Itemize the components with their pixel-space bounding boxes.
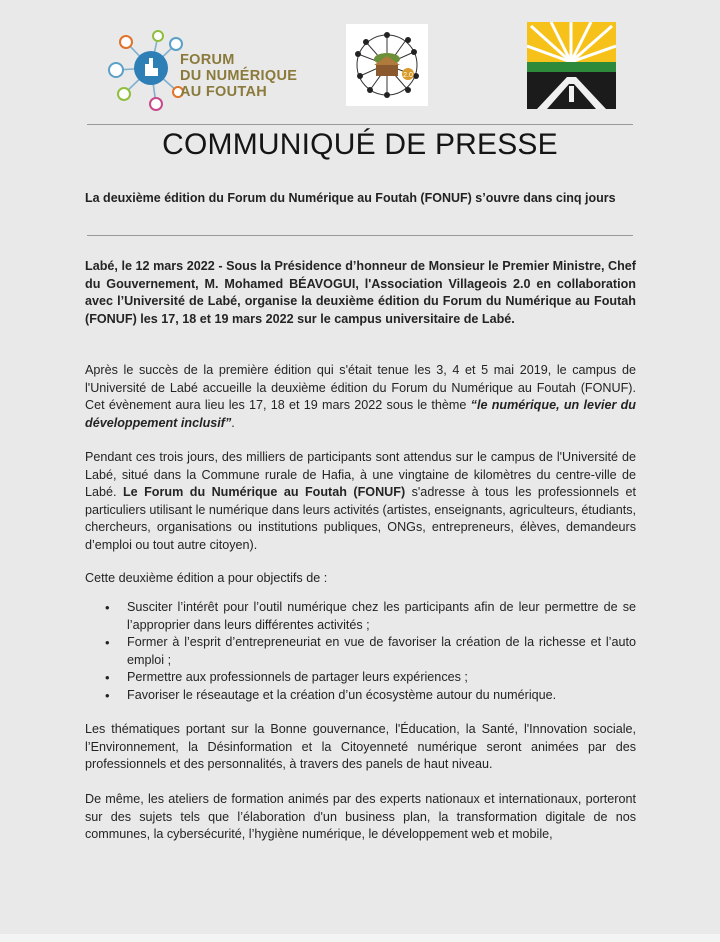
header-divider [87,124,633,125]
objectives-list [85,599,636,704]
paragraph-context-text [85,362,636,432]
context-text: Après le succès de la première édition qui s'était tenue les 3, 4 et 5 mai 2019, le campus de l'Université de Labé accueille la deuxième édition du Forum du Numérique au Foutah (FONUF). Cet évènement aura lieu les 17, 18 et 19 mars 2022 sous le thème [85,363,636,412]
lead-text: Labé, le 12 mars 2022 - Sous la Présidence d’honneur de Monsieur le Premier Ministre, Chef du Gouvernement, M. Mohamed BÉAVOGUI, l'Association Villageois 2.0 en collaboration avec l’Université de Labé, organise la deuxième édition du Forum du Numérique au Foutah (FONUF) les 17, 18 et 19 mars 2022 sur le campus universitaire de Labé. [85,259,636,326]
paragraph-workshops [85,791,636,844]
objectives-list-wrap [85,599,636,704]
universite-labe-logo [527,22,616,109]
objectives-intro-text: Cette deuxième édition a pour objectifs de : [85,571,328,585]
villageois-badge: 2.0 [403,72,413,79]
forum-logo-line2: DU NUMÉRIQUE [180,68,298,84]
page-title: COMMUNIQUÉ DE PRESSE [162,128,558,161]
list-item: • Permettre aux professionnels de partager leurs expériences ; [85,669,636,687]
paragraph-themes-text: Les thématiques portant sur la Bonne gouvernance, l'Éducation, la Santé, l'Innovation sociale, l’Environnement, la Désinformation et la Citoyenneté numérique seront animées par des professionnels et des personnalités, à travers des panels de haut niveau. [85,722,636,771]
paragraph-workshops-text: De même, les ateliers de formation animés par des experts nationaux et internationaux, porteront sur des sujets tels que l’élaboration d'un business plan, la transformation digitale de nos communes, la cybersécurité, l’hygiène numérique, le développement web et mobile, [85,792,636,841]
bottom-edge [0,934,720,942]
lead-paragraph [85,258,636,328]
forum-numerique-logo [96,22,311,114]
list-item: • Susciter l’intérêt pour l’outil numérique chez les participants afin de leur permettre de se l’approprier dans leurs différentes activités ; [85,599,636,634]
paragraph-participants [85,449,636,554]
sunrise-road-icon [527,22,616,109]
forum-logo-wordmark [180,52,297,100]
context-end: . [231,415,235,430]
list-item: • Former à l’esprit d’entrepreneuriat en vue de favoriser la création de la richesse et l’auto emploi ; [85,634,636,669]
participants-start: Pendant ces trois jours, des milliers de participants sont attendus sur le campus de l'Université de Labé, situé dans la Commune rurale de Hafia, à une vingtaine de kilomètres du centre-ville de Labé. [85,450,636,499]
paragraph-themes [85,721,636,774]
theme-text: “le numérique, un levier du développement inclusif” [85,398,636,430]
subtitle-divider [87,235,633,236]
paragraph-participants-text [85,449,636,554]
forum-logo-line3: AU FOUTAH [180,84,268,100]
objectives-intro [85,570,636,588]
participants-end: s'adresse à tous les professionnels et particuliers utilisant le numérique dans leurs activités (artistes, enseignants, agriculteurs, étudiants, chercheurs, organisations ou institutions publiques, ONGs, entrepreneurs, élèves, demandeurs d’emploi ou tout autre citoyen). [85,485,636,552]
network-hand-icon [96,22,186,114]
paragraph-context [85,362,636,432]
list-item: • Favoriser le réseautage et la création d’un écosystème autour du numérique. [85,687,636,705]
villageois-logo [346,24,428,106]
press-subtitle: La deuxième édition du Forum du Numérique au Foutah (FONUF) s’ouvre dans cinq jours [85,191,616,205]
forum-name-bold: Le Forum du Numérique au Foutah (FONUF) [122,485,406,499]
globe-network-icon [346,24,428,106]
forum-logo-line1: FORUM [180,52,235,68]
